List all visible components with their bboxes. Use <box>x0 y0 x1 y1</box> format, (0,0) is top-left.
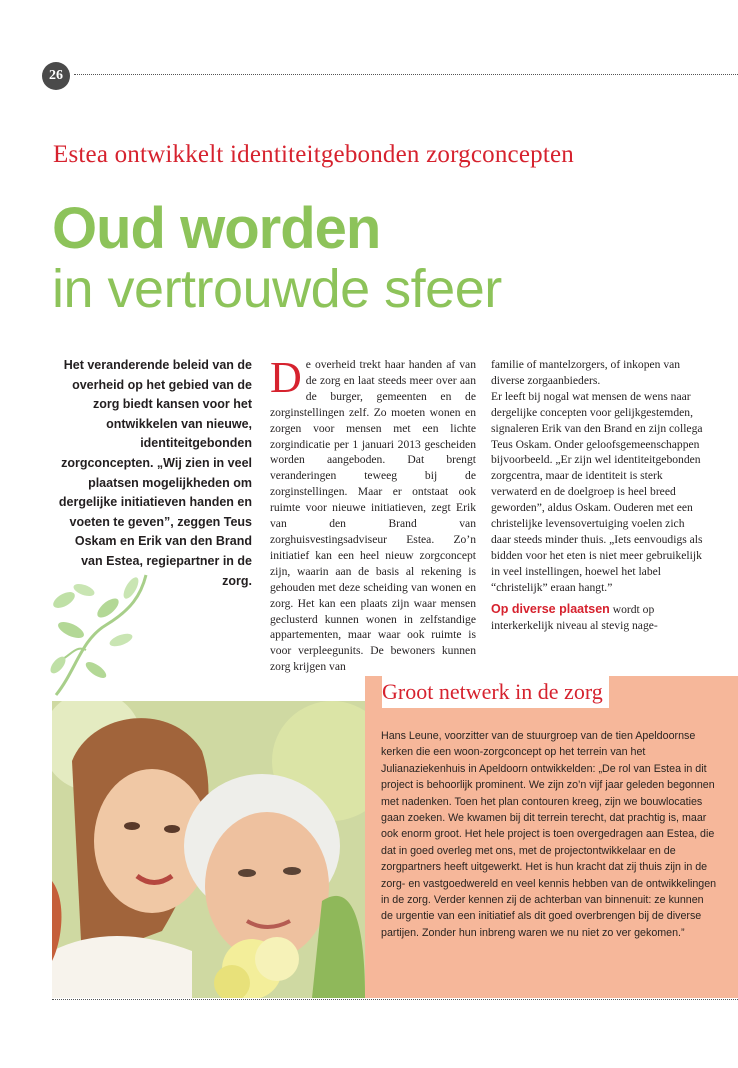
bottom-dotted-rule <box>52 999 738 1000</box>
sidebar-box <box>365 676 738 998</box>
leaf-vine-ornament-icon <box>46 570 156 700</box>
article-subtitle: in vertrouwde sfeer <box>52 259 502 319</box>
article-kicker: Estea ontwikkelt identiteitgebonden zorgconcepten <box>53 141 574 168</box>
page-number: 26 <box>42 62 70 90</box>
drop-cap: D <box>270 353 302 402</box>
body-paragraph: Er leeft bij nogal wat mensen de wens naar dergelijke concepten voor gelijkgestemden, signaleren Erik van den Brand en zijn collega Teus Oskam. Onder geloofsgemeenschappen bijvoorbeeld. „Er zijn wel identiteitgebonden zorgcentra, maar de identiteit is sterk verwaterd en de doelgroep is heel breed geworden”, aldus Oskam. Ouderen met een christelijke levensovertuiging voelen zich daar steeds minder thuis. „Iets eenvoudigs als bidden voor het eten is niet meer gebruikelijk in veel instellingen, hoewel het label “christelijk” eraan hangt.” <box>491 389 703 594</box>
sidebar-title: Groot netwerk in de zorg <box>382 676 609 708</box>
top-dotted-rule <box>74 74 738 75</box>
body-column-1 <box>270 353 476 675</box>
body-text-1: e overheid trekt haar handen af van de zorg en laat steeds meer over aan de burger, gemeenten en de zorginstellingen zelf. Zo moeten wonen en zorgen voor mensen met een lichte zorgindicatie per 1 januari 2013 gescheiden worden aangeboden. Dat brengt veranderingen teweeg bij de zorginstellingen. Maar er ontstaat ook ruimte voor nieuwe initiatieven, zegt Erik van den Brand van zorghuisvestingsadviseur Estea. Zo’n initiatief kan een heel nieuw zorgconcept zijn, waarin aan de basis al rekening is gehouden met deze scheiding van wonen en zorg. Het kan een plaats zijn waar mensen geclusterd kunnen wonen in zelfstandige appartementen, maar waar ook ruimte is voor verpleegunits. De bewoners kunnen zorg krijgen van <box>270 358 476 674</box>
subheading-lead: Op diverse plaatsen <box>491 601 610 616</box>
body-column-2 <box>491 357 703 633</box>
two-women-portrait-photo-icon <box>52 701 365 998</box>
sidebar-text: Hans Leune, voorzitter van de stuurgroep van de tien Apeldoornse kerken die een woon-zorgconcept op het terrein van het Julianaziekenhuis in Apeldoorn ontwikkelden: „De rol van Estea in dit project is behoorlijk prominent. We zijn zo’n vijf jaar geleden begonnen met nadenken. Toen het plan contouren kreeg, zijn we bouwlocaties gaan zoeken. We kwamen bij dit terrein terecht, dat prachtig is, maar ook enorm groot. Het hele project is toen overgedragen aan Estea, die dat in goed overleg met ons, met de projectontwikkelaar en de zorgpartners heeft uitgewerkt. Het is hun kracht dat zij thuis zijn in de zorg- en vastgoedwereld en veel kennis hebben van de ontwikkelingen in de zorg. Verder kennen zij de achterban van binnenuit: ze kunnen de urgentie van een initiatief als dit goed overbrengen bij de diverse partijen. Zonder hun inbreng waren we nu niet zo ver gekomen.” <box>381 730 717 939</box>
body-text-2: wordt op interkerkelijk niveau al stevig nage- <box>491 602 658 632</box>
article-intro: Het veranderende beleid van de overheid op het gebied van de zorg biedt kansen voor het ontwikkelen van nieuwe, identiteitgebonden zorgconcepten. „Wij zien in veel plaatsen mogelijkheden om dergelijke initiatieven handen en voeten te geven”, zeggen Teus Oskam en Erik van den Brand van Estea, regiepartner in de zorg. <box>58 358 252 588</box>
article-title: Oud worden <box>52 196 381 261</box>
body-paragraph: familie of mantelzorgers, of inkopen van diverse zorgaanbieders. <box>491 358 681 387</box>
portrait-photo <box>52 701 365 998</box>
